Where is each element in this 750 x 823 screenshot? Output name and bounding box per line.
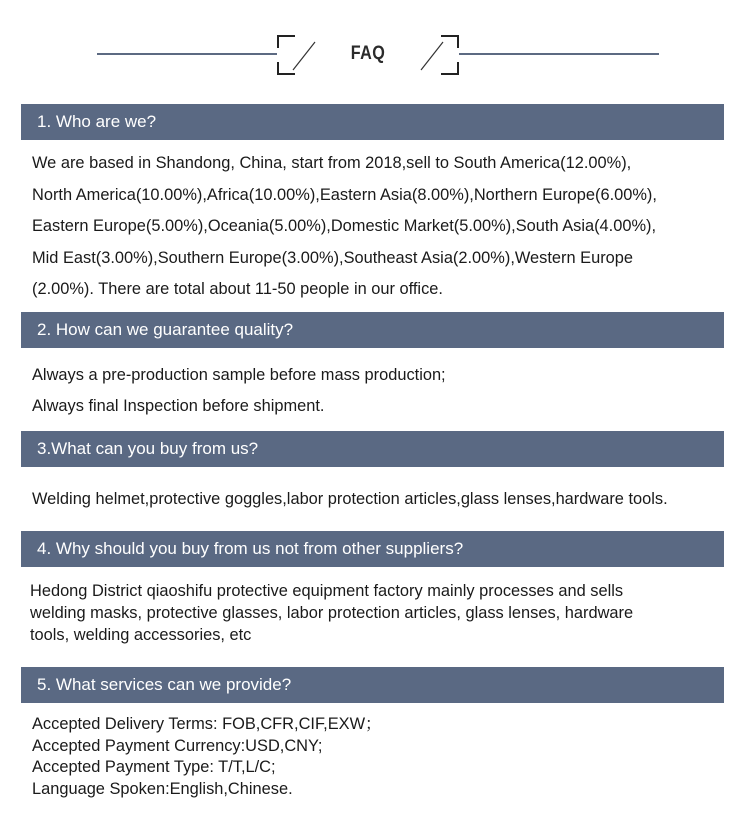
answer-line: Hedong District qiaoshifu protective equipment factory mainly processes and sells — [30, 582, 624, 600]
answer-line: Mid East(3.00%),Southern Europe(3.00%),Southeast Asia(2.00%),Western Europe — [32, 248, 634, 267]
answer-5 — [32, 714, 732, 801]
answer-line: (2.00%). There are total about 11-50 people in our office. — [32, 280, 443, 299]
answer-4 — [30, 580, 730, 646]
answer-2 — [32, 360, 732, 422]
page-title: FAQ — [350, 43, 386, 64]
answer-1 — [32, 148, 732, 306]
faq-title-frame — [277, 35, 459, 75]
answer-line: Accepted Payment Currency:USD,CNY; — [32, 736, 323, 755]
answer-line: We are based in Shandong, China, start from 2018,sell to South America(12.00%), — [32, 154, 632, 172]
answer-line: tools, welding accessories, etc — [30, 626, 252, 644]
answer-line: Always a pre-production sample before mass production; — [32, 366, 446, 384]
answer-3 — [32, 484, 732, 515]
answer-line: Eastern Europe(5.00%),Oceania(5.00%),Domestic Market(5.00%),South Asia(4.00%), — [32, 217, 657, 236]
answer-line: Language Spoken:English,Chinese. — [32, 780, 293, 799]
question-bar-2: 2. How can we guarantee quality? — [21, 312, 724, 348]
answer-line: Accepted Payment Type: T/T,L/C; — [32, 758, 276, 777]
answer-line: welding masks, protective glasses, labor protection articles, glass lenses, hardware — [30, 604, 634, 622]
answer-line: Always final Inspection before shipment. — [32, 397, 325, 415]
question-bar-3: 3.What can you buy from us? — [21, 431, 724, 467]
question-bar-4: 4. Why should you buy from us not from other suppliers? — [21, 531, 724, 567]
question-bar-1: 1. Who are we? — [21, 104, 724, 140]
question-bar-5: 5. What services can we provide? — [21, 667, 724, 703]
answer-line: Welding helmet,protective goggles,labor protection articles,glass lenses,hardware tools. — [32, 490, 668, 508]
header-rule-left — [97, 53, 277, 55]
answer-line: Accepted Delivery Terms: FOB,CFR,CIF,EXW； — [32, 715, 382, 733]
answer-line: North America(10.00%),Africa(10.00%),Eastern Asia(8.00%),Northern Europe(6.00%), — [32, 185, 657, 204]
header-rule-right — [459, 53, 659, 55]
